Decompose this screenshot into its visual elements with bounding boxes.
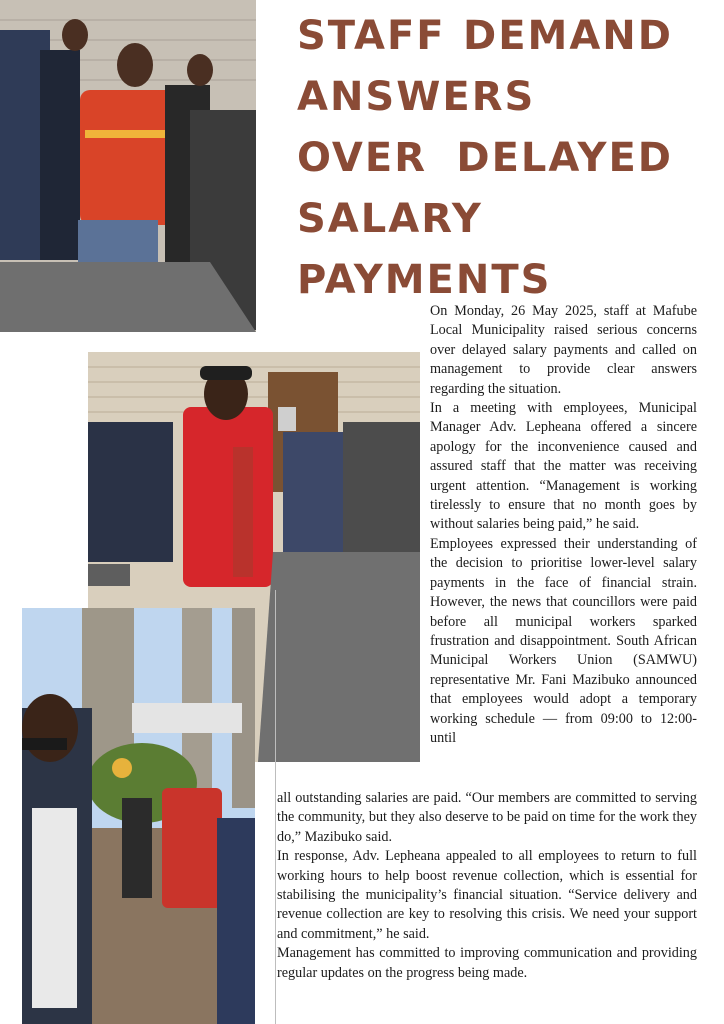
- paragraph: In a meeting with employees, Municipal Manager Adv. Lepheana offered a sincere apology for the inconvenience caused and assured staff that the matter was receiving urgent attention. “Management is working tirelessly to ensure that no month goes by without salaries being paid,” he said.: [430, 400, 697, 533]
- photo-staff-gathering: [0, 0, 256, 332]
- paragraph: Management has committed to improving communication and providing regular updates on the progress being made.: [277, 945, 697, 981]
- headline: STAFF DEMAND ANSWERS OVER DELAYED SALARY PAYMENTS: [297, 13, 673, 303]
- paragraph: In response, Adv. Lepheana appealed to all employees to return to full working hours to help boost revenue collection, which is essential for stabilising the municipality’s financial situation. “Service delivery and revenue collection are key to resolving this crisis. We need your support and commitment,” he said.: [277, 848, 697, 942]
- paragraph: Employees expressed their understanding of the decision to prioritise lower-level salary payments in the face of financial strain. However, the news that councillors were paid before all municipal workers sparked frustration and disappointment. South African Municipal Workers Union (SAMWU) representative Mr. Fani Mazibuko announced that employees would adopt a temporary working schedule — from 09:00 to 12:00- until: [430, 535, 697, 746]
- column-divider: [275, 590, 276, 1024]
- paragraph: On Monday, 26 May 2025, staff at Mafube Local Municipality raised serious concerns over delayed salary payments and called on management to provide clear answers regarding the situation.: [430, 303, 697, 397]
- photo-employees-outside: [22, 608, 255, 1024]
- paragraph: all outstanding salaries are paid. “Our members are committed to serving the community, but they also deserve to be paid on time for the work they do,” Mazibuko said.: [277, 790, 697, 845]
- article-column-2: [277, 789, 697, 983]
- article-column-1: [430, 302, 697, 748]
